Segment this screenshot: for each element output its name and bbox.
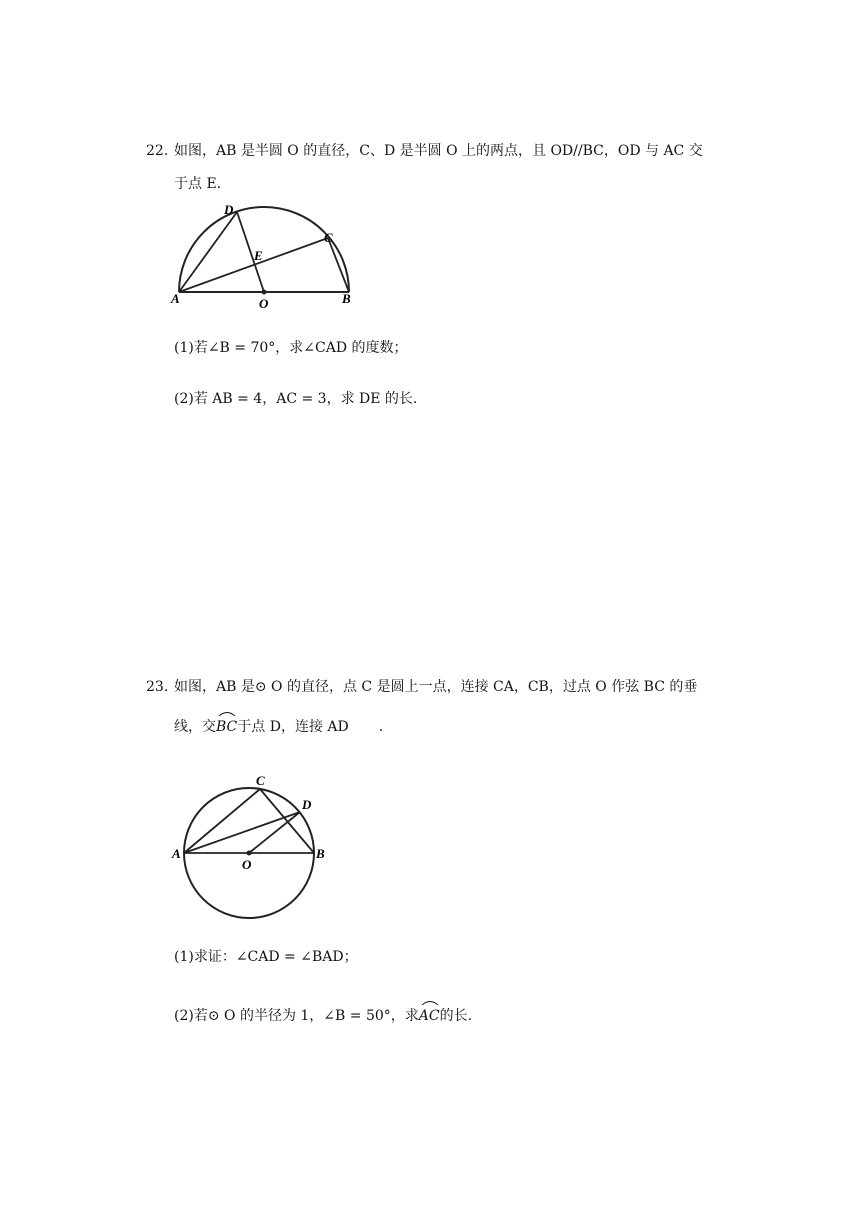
problem-22-question-2: (2)若 AB = 4，AC = 3，求 DE 的长. (174, 391, 418, 407)
label-D: D (224, 202, 234, 217)
label-B: B (342, 291, 351, 306)
problem-22-question-1: (1)若∠B = 70°，求∠CAD 的度数； (174, 340, 408, 356)
semicircle-figure (165, 198, 365, 313)
problem-23-number: 23. (146, 679, 169, 695)
label-O: O (259, 296, 269, 311)
label-D: D (302, 797, 312, 812)
problem-22-stem-line2: 于点 E. (174, 176, 222, 192)
stem-line2-suffix: 于点 D，连接 AD (237, 719, 349, 735)
label-C: C (324, 230, 333, 245)
label-E: E (254, 248, 263, 263)
problem-23-question-1: (1)求证：∠CAD = ∠BAD； (174, 949, 358, 965)
circle-figure (168, 770, 333, 920)
arc-BC-label: BC (216, 719, 238, 735)
problem-23-stem-line1: 如图，AB 是⊙ O 的直径，点 C 是圆上一点，连接 CA，CB，过点 O 作弦 BC 的垂 (174, 679, 698, 695)
stem-line2-prefix: 线，交 (174, 719, 216, 735)
arc-AC-label: AC (418, 1008, 440, 1024)
problem-23-question-2 (174, 1006, 472, 1026)
problem-22-stem-line1: 如图，AB 是半圆 O 的直径，C、D 是半圆 O 上的两点，且 OD//BC，OD 与 AC 交 (174, 143, 703, 159)
label-C: C (256, 773, 265, 788)
label-B: B (316, 846, 325, 861)
arc-AC (419, 1006, 440, 1026)
question-2-suffix: 的长. (439, 1008, 473, 1024)
label-A: A (172, 846, 181, 861)
label-O: O (242, 857, 252, 872)
arc-BC (216, 717, 237, 737)
stem-line2-end: . (378, 719, 384, 735)
problem-23-stem-line2 (174, 717, 383, 737)
problem-22-number: 22. (146, 143, 169, 159)
question-2-prefix: (2)若⊙ O 的半径为 1，∠B = 50°，求 (174, 1008, 419, 1024)
label-A: A (171, 291, 180, 306)
